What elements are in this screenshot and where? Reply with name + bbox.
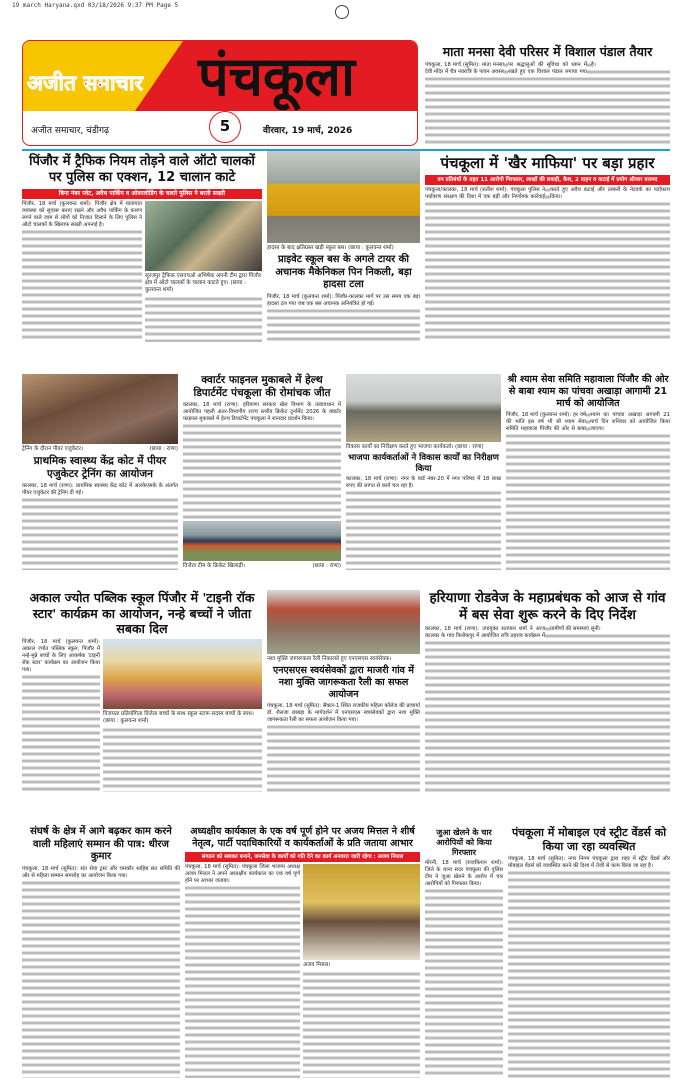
lead-bus: पिंजौर, 18 मार्च (कुलवन्त शर्मा): पिंजौर-कालका मार्ग पर उस समय एक बड़ा हादसा टल गया जब एक बस अचानक अनियंत्रित हो गई। <box>267 293 420 307</box>
headline-gambling: जुआ खेलने के चार आरोपियों को किया गिरफ्तार <box>436 828 492 857</box>
article-block-nss <box>267 590 420 792</box>
article-mansa <box>425 62 670 146</box>
headline-mansa: माता मनसा देवी परिसर में विशाल पंडाल तैयार <box>442 44 653 59</box>
lead-women: पंचकूला, 18 मार्च (सुमित): संत सेवा ट्रस्ट और चमकौर साहिब संत समिति की ओर से महिला सम्मान समारोह का आयोजन किया गया। <box>22 865 180 879</box>
article-roadways <box>425 626 670 792</box>
article-tiny <box>22 639 100 792</box>
headline-tiny: अकाल ज्योत पब्लिक स्कूल पिंजौर में 'टाइनी रॉक स्टार' कार्यक्रम का आयोजन, नन्हे बच्चों ने जीता सबका दिल <box>29 590 255 637</box>
lead-peer: कालका, 18 मार्च (राणा): प्राथमिक स्वास्थ्य केंद्र कोट में आरकेएसके के अंतर्गत पीयर एजुकेटर की ट्रेनिंग दी गई। <box>22 483 178 497</box>
article-vendors <box>508 856 670 1079</box>
article-block-women <box>22 826 180 1078</box>
lead-khair: पंचकूला/कालका, 18 मार्च (सतीश शर्मा): पंचकूला पुलिस ने पर्यावरण संरक्षण की दिशा में एक बड़ी और निर्णायक कार्रवाई करते हुए अवैध कटाई और तस्करी के नेटवर्क का पर्दाफाश किया। <box>425 186 670 200</box>
brand-name: अजीत समाचार <box>27 71 143 95</box>
caption-traffic: सूरजपुर ट्रैफिक एसएचओ अभिषेक अपनी टीम द्वारा पिंजौर क्षेत्र में ऑटो चालकों के चालान काटते हुए। (छाया : कुलवन्त शर्मा) <box>145 272 261 293</box>
headline-bus: प्राइवेट स्कूल बस के अगले टायर की अचानक मैकेनिकल पिन निकली, बड़ा हादसा टला <box>275 254 412 290</box>
article-block-mittal <box>185 826 420 1078</box>
article-block-pinjore-traffic <box>22 154 262 342</box>
article-mittal-cont <box>303 971 420 1078</box>
article-bjp <box>346 476 501 570</box>
headline-pinjore-traffic: पिंजौर में ट्रैफिक नियम तोड़ने वाले ऑटो चालकों पर पुलिस का एक्शन, 12 चालान काटे <box>29 154 255 186</box>
caption-mittal: अजय मित्तल। <box>303 961 331 968</box>
caption-cricket: विजेता टीम के क्रिकेट खिलाड़ी। <box>183 563 245 569</box>
subhead-khair: वन प्रतिबंधों के तहत 11 आरोपी गिरफ्तार, लाखों की लकड़ी, कैश, 2 वाहन व कटाई में प्रयोग औजार बरामद <box>425 175 670 185</box>
photo-tiny-rock-star <box>103 639 262 709</box>
headline-roadways: हरियाणा रोडवेज के महाप्रबंधक को आज से गांव में बस सेवा शुरू करने के दिए निर्देश <box>429 590 666 623</box>
lead-vendors: पंचकूला, 18 मार्च (सुमित): नगर निगम पंचकूला द्वारा शहर में स्ट्रीट वेंडर्स और मोबाइल वेंडर्स को व्यवस्थित करने की दिशा में तेजी से काम किया जा रहा है। <box>508 855 670 869</box>
photo-nss-rally <box>267 590 420 654</box>
lead-cricket: कालका, 18 मार्च (राणा): हरियाणा सरकार खेल विभाग के तत्वावधान में आयोजित पहली अंतर-विभागीय राज्य स्तरीय क्रिकेट टूर्नामेंट 2026 के क्वार्टर फाइनल मुकाबले में हेल्थ डिपार्टमेंट पंचकूला ने शानदार प्रदर्शन किया। <box>183 402 341 423</box>
caption-nss: नशा मुक्ति जागरूकता रैली निकालते हुए एनएसएस स्वयंसेवक। <box>267 656 392 662</box>
headline-mittal: अध्यक्षीय कार्यकाल के एक वर्ष पूर्ण होने पर अजय मित्तल ने शीर्ष नेतृत्व, पार्टी पदाधिकारियों व कार्यकर्ताओं के प्रति जताया आभार <box>190 826 415 849</box>
photo-school-bus <box>267 151 420 243</box>
article-gambling <box>425 860 503 1078</box>
lead-mansa: पंचकूला, 18 मार्च (सुमित): माता मनसा देवी मंदिर में चैत्र नवरात्रि के पावन अवसर पर श्रद्धालुओं की सुविधा को ध्यान में रखते हुए एक विशाल पंडाल लगाया गया है। <box>425 62 670 76</box>
subhead-mittal: संगठन को सशक्त बनाने, जनसेवा के कार्यों को गति देने का कार्य अनवरत जारी रहेगा : अजय मित्तल <box>185 852 420 862</box>
lead-mittal: पंचकूला, 18 मार्च (सुमित): पंचकूला जिला भाजपा अध्यक्ष अजय मित्तल ने अपने अध्यक्षीय कार्यकाल का एक वर्ष पूर्ण होने पर आभार जताया। <box>185 863 300 884</box>
article-block-shyam <box>506 374 670 570</box>
city-title: पंचकूला <box>198 44 356 108</box>
photo-traffic-police <box>145 201 262 271</box>
lead-roadways: कालका, 18 मार्च (राणा): उपायुक्त सतपाल शर्मा ने आज कालका के गांव त्रिलोकपुर में आयोजित रात्रि ठहराव कार्यक्रम में ग्रामीणों की समस्याएं सुनीं। <box>425 626 670 640</box>
caption-cricket-credit: (छाया : राणा) <box>312 563 341 569</box>
article-mittal <box>185 864 300 1078</box>
headline-women: संघर्ष के क्षेत्र में आगे बढ़कर काम करने वाली महिलाएं सम्मान की पात्र: धीरज कुमार <box>30 826 172 862</box>
article-shyam <box>506 412 670 570</box>
photo-ajay-mittal <box>303 864 420 960</box>
article-nss <box>267 703 420 792</box>
article-block-tiny <box>22 590 262 792</box>
headline-vendors: पंचकूला में मोबाइल एवं स्ट्रीट वेंडर्स को किया जा रहा व्यवस्थित <box>511 826 667 853</box>
article-cricket <box>183 402 341 519</box>
article-khair <box>425 187 670 342</box>
lead-gambling: मोरनी, 18 मार्च (राजकिशन शर्मा): जिले के थाना सदर पंचकूला की पुलिस टीम ने जुआ खेलने के आरोप में चार आरोपियों को गिरफ्तार किया। <box>425 860 503 887</box>
headline-nss: एनएसएस स्वयंसेवकों द्वारा माजरी गांव में नशा मुक्ति जागरूकता रैली का सफल आयोजन <box>273 665 414 700</box>
headline-peer: प्राथमिक स्वास्थ्य केंद्र कोट में पीयर एजुकेटर ट्रेनिंग का आयोजन <box>33 455 167 481</box>
article-block-roadways <box>425 590 670 792</box>
caption-peer: ट्रेनिंग के दौरान पीयर एजुकेटर। <box>22 446 84 452</box>
masthead <box>22 40 418 146</box>
article-block-khair <box>425 154 670 342</box>
subhead-pinjore-traffic: बिना नंबर प्लेट, अवैध पार्किंग व ओवरलोडिंग के चलते पुलिस ने बरती सख्ती <box>22 189 262 199</box>
edition-label: अजीत समाचार, चंडीगढ़ <box>31 126 110 136</box>
article-block-bjp <box>346 374 501 570</box>
headline-cricket: क्वार्टर फाइनल मुकाबले में हेल्थ डिपार्टमेंट पंचकूला की रोमांचक जीत <box>193 374 331 400</box>
registration-mark <box>335 5 349 19</box>
headline-bjp: भाजपा कार्यकर्ताओं ने विकास कार्यों का निरीक्षण किया <box>348 453 499 474</box>
article-tiny-cont <box>103 727 262 792</box>
lead-pinjore-traffic: पिंजौर, 18 मार्च (कुलवन्त शर्मा): पिंजौर क्षेत्र में यातायात व्यवस्था को सुचारू बनाए रखने और अवैध पार्किंग के कारण लगने वाले जाम से लोगों को निजात दिलाने के लिए पुलिस ने ऑटो चालकों के खिलाफ सख्ती अपनाई है। <box>22 200 142 228</box>
page-number: 5 <box>209 111 241 143</box>
article-block-gambling <box>425 828 503 1078</box>
caption-tiny: विजयता प्रतियोगिता विजेता बच्चों के साथ स्कूल स्टाफ सदस्य बच्चों के साथ। (छाया : कुलवन्त शर्मा) <box>103 710 254 724</box>
caption-bus: हादसा के बाद क्षतिग्रस्त खड़ी स्कूल बस। (छाया : कुलवन्त शर्मा) <box>267 245 394 251</box>
article-bus <box>267 294 420 343</box>
article-pinjore-traffic-cont <box>145 296 262 343</box>
caption-bjp: विकास कार्यों का निरीक्षण करते हुए भाजपा कार्यकर्ता। (छाया : राणा) <box>346 444 484 450</box>
photo-bjp-inspection <box>346 374 501 442</box>
headline-khair: पंचकूला में 'खैर माफिया' पर बड़ा प्रहार <box>440 154 655 172</box>
article-block-vendors <box>508 826 670 1078</box>
caption-peer-credit: (छाया : राणा) <box>149 446 178 452</box>
lead-nss: पंचकूला, 18 मार्च (सुमित): सैक्टर-1 स्थित राजकीय महिला कॉलेज की प्राचार्या डॉ. शैलजा छाबड़ा के मार्गदर्शन में एनएसएस स्वयंसेवकों द्वारा नशा मुक्ति जागरूकता रैली का सफल आयोजन किया गया। <box>267 702 420 723</box>
headline-shyam: श्री श्याम सेवा समिति महावाला पिंजौर की ओर से बाबा श्याम का पांचवा अखाड़ा आगामी 21 मार्च को आयोजित <box>507 374 669 409</box>
photo-peer-training <box>22 374 178 444</box>
issue-date: वीरवार, 19 मार्च, 2026 <box>263 126 353 136</box>
lead-tiny: पिंजौर, 18 मार्च (कुलवन्त शर्मा): अकाल ज्योत पब्लिक स्कूल, पिंजौर में नन्हे-मुन्ने बच्चों के लिए आकर्षक 'टाइनी रॉक स्टार' कार्यक्रम का आयोजन किया गया। <box>22 638 100 673</box>
article-women <box>22 866 180 1079</box>
print-slug: 19 march Haryana.qxd 03/18/2026 9:37 PM Page 5 <box>12 2 179 9</box>
article-block-cricket <box>183 374 341 570</box>
article-peer <box>22 483 178 570</box>
article-block-peer <box>22 374 178 570</box>
lead-shyam: पिंजौर, 18 मार्च (कुलवन्त शर्मा): हर वर्ष की भांति इस वर्ष भी श्री श्याम सेवा समिति महावाला पिंजौर की ओर से बाबा श्याम का पांचवा अखाड़ा आगामी 21 मार्च दिन शनिवार को आयोजित किया जाएगा। <box>506 411 670 432</box>
photo-cricket-team <box>183 521 341 561</box>
lead-bjp: कालका, 18 मार्च (राणा): नगर के वार्ड नंबर-20 में नगर परिषद में 18 लाख रुपए की लागत से कार्य चल रहा है। <box>346 476 501 490</box>
article-block-bus <box>267 151 420 342</box>
article-block-mansa <box>425 44 670 146</box>
article-pinjore-traffic <box>22 201 142 343</box>
